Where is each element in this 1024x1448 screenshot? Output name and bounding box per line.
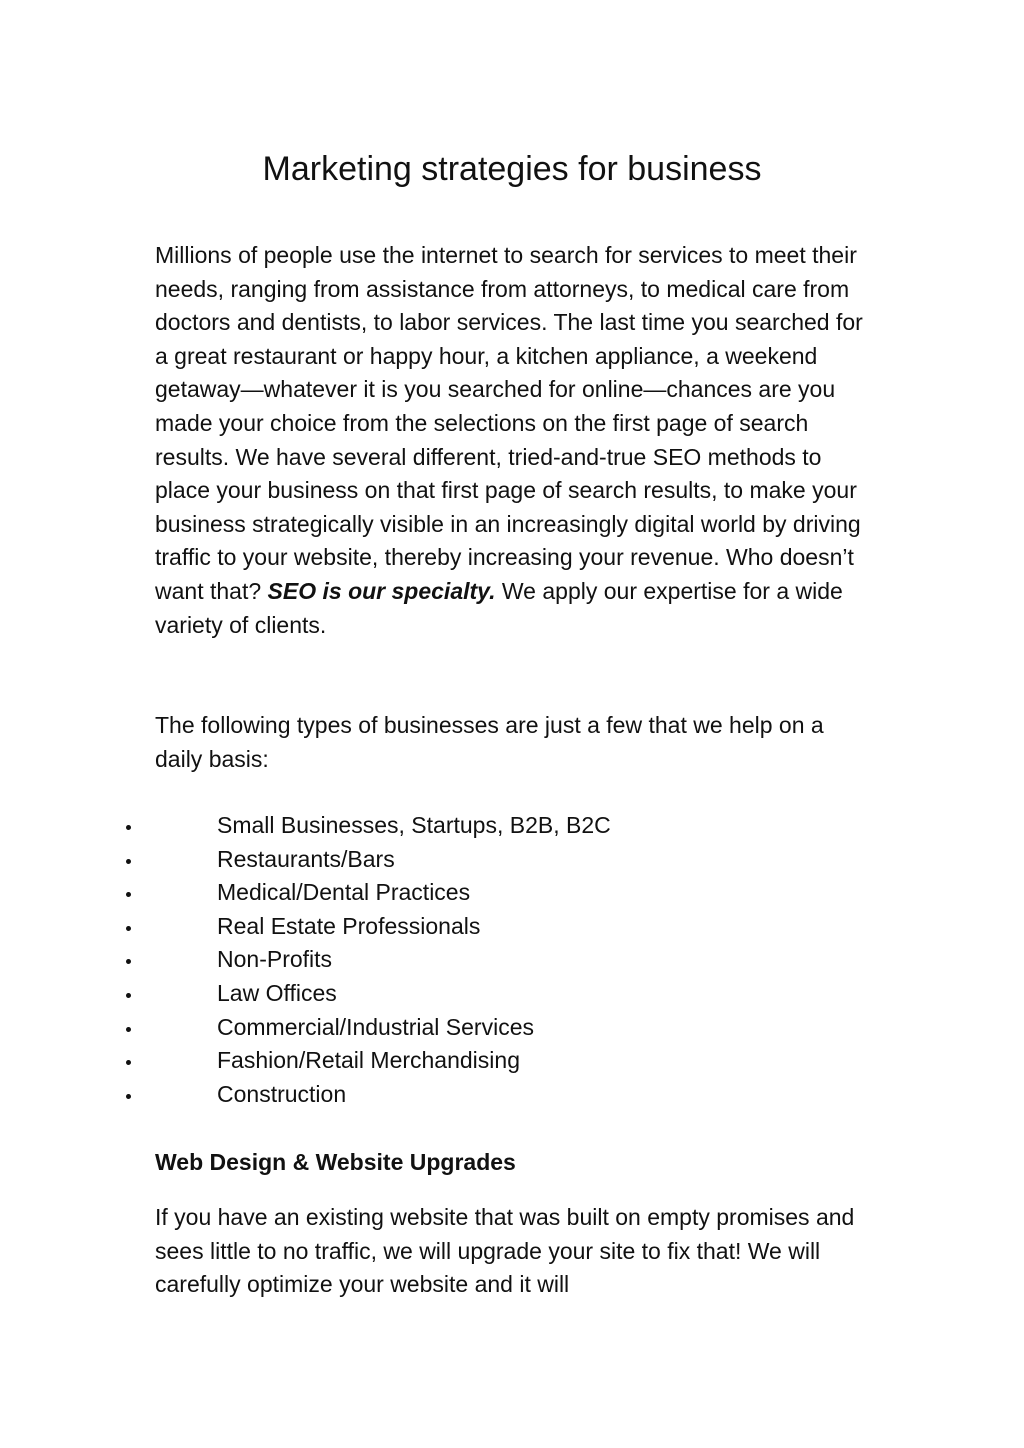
list-item (0, 977, 1024, 1011)
bullet-icon (126, 892, 131, 897)
bullet-icon (126, 1027, 131, 1032)
list-item-label: Medical/Dental Practices (217, 879, 471, 906)
page-title: Marketing strategies for business (262, 150, 762, 188)
list-item-label: Fashion/Retail Merchandising (217, 1047, 520, 1074)
business-types-intro: The following types of businesses are just a few that we help on a daily basis: (155, 712, 824, 772)
bullet-icon (126, 859, 131, 864)
list-item (0, 943, 1024, 977)
list-item (0, 1044, 1024, 1078)
intro-emphasis: SEO is our specialty. (267, 577, 496, 604)
list-item-label: Restaurants/Bars (217, 845, 395, 872)
list-item (0, 809, 1024, 843)
list-item (0, 843, 1024, 877)
bullet-icon (126, 993, 131, 998)
section-paragraph: If you have an existing website that was built on empty promises and sees little to no traffic, we will upgrade your site to fix that! We will carefully optimize your website and it will (155, 1204, 855, 1298)
section-heading: Web Design & Website Upgrades (155, 1149, 516, 1175)
list-item-label: Construction (217, 1080, 347, 1107)
intro-text: Millions of people use the internet to search for services to meet their needs, ranging from assistance from attorneys, to medical care from doctors and dentists, to labor services. The last time you searched for a great restaurant or happy hour, a kitchen appliance, a weekend getaway—whatever it is you searched for online—chances are you made your choice from the selections on the first page of search results. We have several different, tried-and-true SEO methods to place your business on that first page of search results, to make your business strategically visible in an increasingly digital world by driving traffic to your website, thereby increasing your revenue. Who doesn’t want that? (155, 242, 863, 604)
business-types-list (0, 809, 1024, 1111)
list-item (0, 1011, 1024, 1045)
list-item-label: Small Businesses, Startups, B2B, B2C (217, 812, 611, 838)
bullet-icon (126, 1060, 131, 1065)
list-item-label: Real Estate Professionals (217, 912, 481, 939)
list-item (0, 876, 1024, 910)
bullet-icon (126, 825, 131, 830)
bullet-icon (126, 1094, 131, 1099)
list-item-label: Law Offices (217, 979, 337, 1006)
bullet-icon (126, 959, 131, 964)
intro-paragraph (155, 239, 875, 642)
list-item-label: Non-Profits (217, 946, 333, 973)
list-item-label: Commercial/Industrial Services (217, 1013, 534, 1040)
bullet-icon (126, 926, 131, 931)
intro-text-continued: We apply our expertise for a wide variety of clients. (155, 577, 843, 638)
list-item (0, 1078, 1024, 1112)
list-item (0, 910, 1024, 944)
